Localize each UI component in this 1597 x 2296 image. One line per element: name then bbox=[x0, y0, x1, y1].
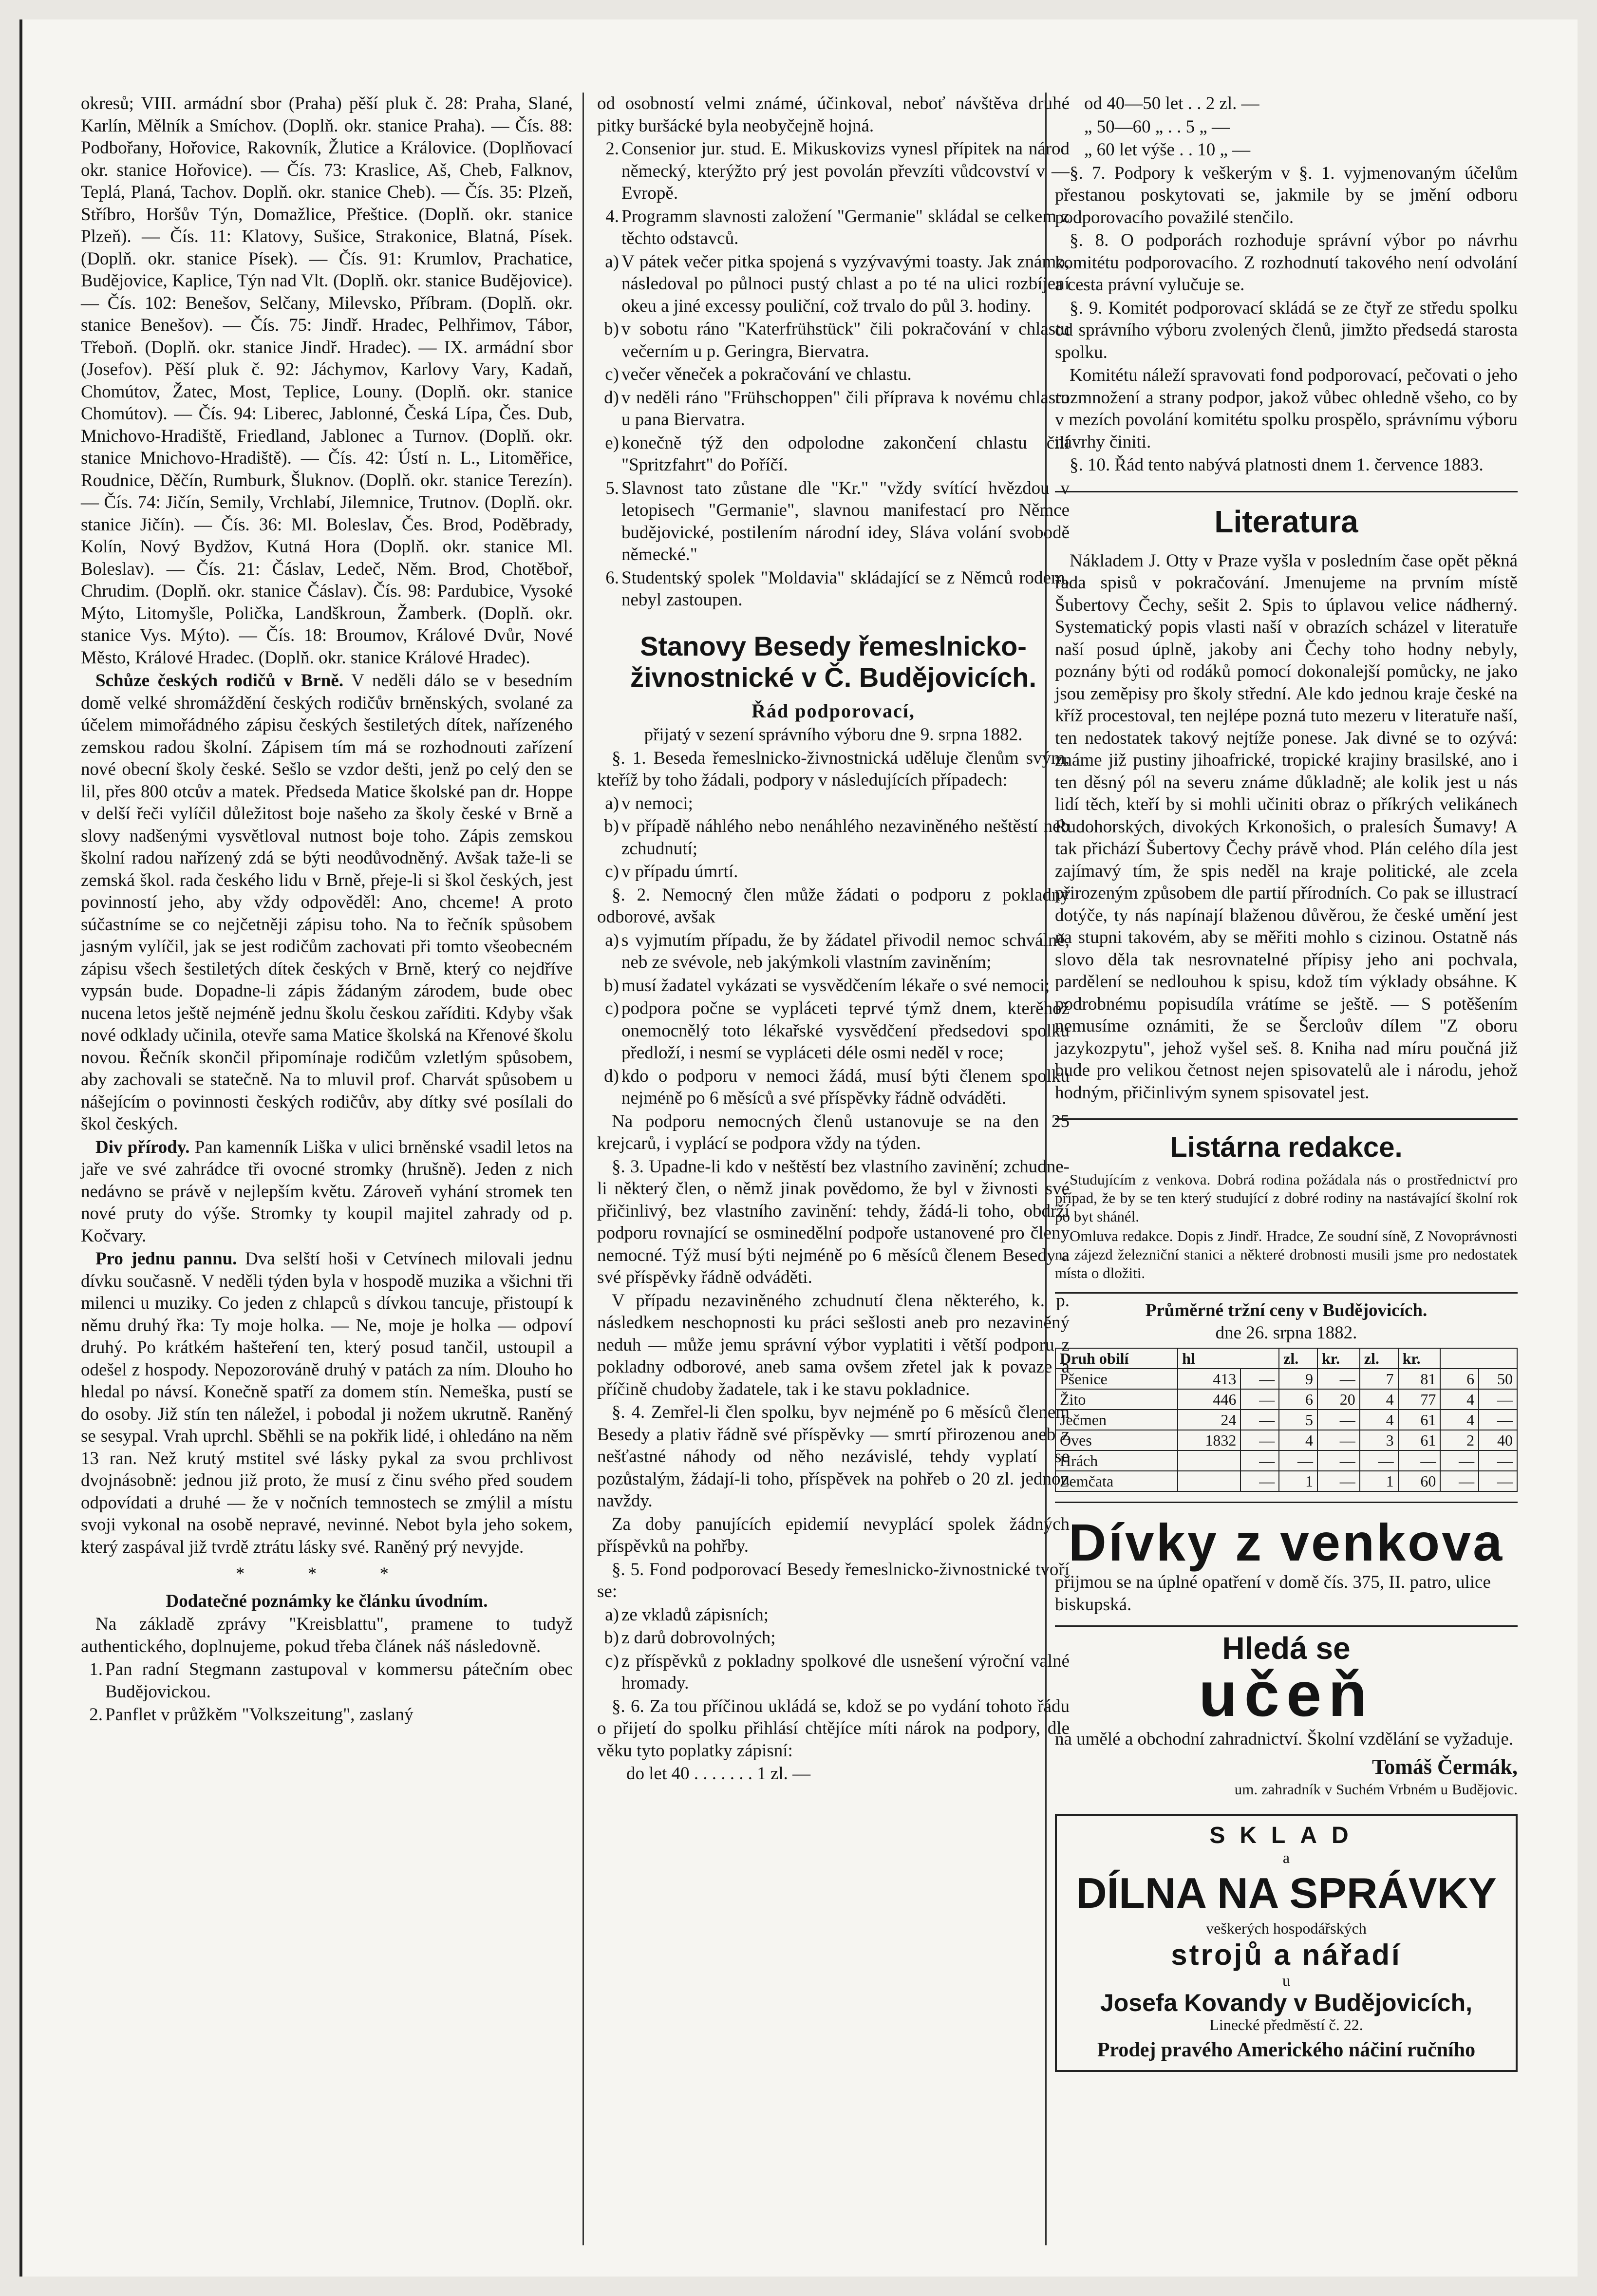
numbered-list bbox=[597, 138, 1070, 611]
section-stars: * * * bbox=[236, 1564, 418, 1584]
ad-title: Dívky z venkova bbox=[1068, 1513, 1504, 1572]
prices-title: Průměrné tržní ceny v Budějovicích. bbox=[1145, 1300, 1428, 1320]
table-cell: 77 bbox=[1398, 1389, 1441, 1410]
table-row bbox=[1055, 1471, 1517, 1491]
item-key: b) bbox=[604, 975, 619, 996]
table-header-cell: zl. bbox=[1279, 1348, 1317, 1369]
table-header-cell: kr. bbox=[1398, 1348, 1441, 1369]
item-text: večer věneček a pokračování ve chlastu. bbox=[621, 364, 912, 384]
table-row bbox=[1055, 1430, 1517, 1450]
article-text: od osobností velmi známé, účinkoval, neboť návštěva druhé pitky buršácké byla neobyčejně hojná. bbox=[597, 94, 1070, 136]
s2-list bbox=[597, 929, 1070, 1110]
paragraph-s5: §. 5. Fond podporovací Besedy řemeslnicko-živnostnické tvoří se: bbox=[597, 1559, 1070, 1601]
table-cell: Žito bbox=[1055, 1389, 1178, 1410]
table-cell: — bbox=[1279, 1450, 1317, 1471]
item-text: v sobotu ráno "Katerfrühstück" čili pokračování v chlastu večerním u p. Geringra, Biervatra. bbox=[621, 319, 1070, 361]
table-cell: Ječmen bbox=[1055, 1410, 1178, 1430]
ad-divky bbox=[1055, 1514, 1518, 1616]
table-cell: — bbox=[1479, 1389, 1517, 1410]
table-cell: Oves bbox=[1055, 1430, 1178, 1450]
table-cell: 1832 bbox=[1178, 1430, 1240, 1450]
article-schuze bbox=[81, 670, 573, 1135]
table-cell: — bbox=[1240, 1450, 1279, 1471]
table-cell: 20 bbox=[1317, 1389, 1360, 1410]
table-cell: — bbox=[1240, 1369, 1279, 1389]
column-2 bbox=[597, 93, 1070, 1786]
item-text: konečně týž den odpolodne zakončení chlastu čili "Spritzfahrt" do Poříčí. bbox=[621, 433, 1070, 475]
ad-name: Tomáš Čermák, bbox=[1372, 1755, 1518, 1779]
fee-row: „ 50—60 „ . . 5 „ — bbox=[1084, 116, 1230, 137]
item-key: e) bbox=[605, 433, 619, 453]
paragraph-s3b: V případu nezaviněného zchudnutí člena některého, k. p. následkem neschopnosti ku práci sešlosti aneb pro nezaviněný neduh — může jemu správní výbor vyplatiti i větší podporu z pokladny odborové, aneb sama ovšem zřetel jak k povaze a příčině chudoby žadatele, tak i ke stavu pokladnice. bbox=[597, 1290, 1070, 1399]
ad-text: přijmou se na úplné opatření v domě čís. 375, II. patro, ulice biskupská. bbox=[1055, 1572, 1491, 1615]
item-key: b) bbox=[604, 319, 619, 339]
paragraph-s9: §. 9. Komitét podporovací skládá se ze čtyř ze středu spolku od správního výboru zvolených členů, jimžto předsedá starosta spolku. bbox=[1055, 298, 1518, 362]
table-cell: 40 bbox=[1479, 1430, 1517, 1450]
ad-text: na umělé a obchodní zahradnictví. Školní vzdělání se vyžaduje. bbox=[1055, 1729, 1514, 1749]
paragraph-s4: §. 4. Zemřel-li člen spolku, byv nejméně po 6 měsíců členem Besedy a plativ řádně své příspěvky — smrtí přirozenou aneb z nešťastné náhody od něho nezávislé, tehdy vyplatí se pozůstalým, žádají-li toho, příspěvek na pohřeb o 20 zl. jednou navždy. bbox=[597, 1402, 1070, 1511]
paragraph-s1: §. 1. Beseda řemeslnicko-živnostnická uděluje členům svým, kteříž by toho žádali, podpory v následujících případech: bbox=[597, 748, 1070, 790]
item-text: podpora počne se vypláceti teprvé týmž dnem, kterěhož onemocnělý toto lékařské vysvědčení předsedovi spolku předloží, i nesmí se vypláceti déle osmi neděl v roce; bbox=[621, 998, 1070, 1063]
box-tools: strojů a nářadí bbox=[1171, 1938, 1402, 1971]
table-cell: 1 bbox=[1360, 1471, 1398, 1491]
article-text: V neděli dálo se v besedním domě velké shromáždění českých rodičův brněnských, svolané za účelem mimořádného zápisu českých šestiletých dítek, nařízeného zemskou radou školní. Zápisem tím má se rozhodnouti zařízení nové obecní školy české. Sešlo se vzdor dešti, jenž po celý den se lil, přes 800 otcův a matek. Předseda Matice školské pan dr. Hoppe v delší řeči vylíčil důležitost boje našeho za školy české v Brně a slovy nadšenými vysvětloval nutnost boje toho. Zápis zemskou školní radou nařízený zdá se býti neodůvodněný. Avšak taže-li se zemská škol. rada českého lidu v Brně, přeje-li si škol českých, jest povinností jeho, aby vždy odpověděl: Ano, chceme! A proto súčastníme se co nejčetněji zápisu toho. Na to řečník spůsobem jasným vylíčil, jak se jest rodičům zachovati při tomto všeobecném zápisu všech šestiletých dítek českých v Brně, který co nejdříve vypsán bude. Dopadne-li zápis žádaným zárodem, bude obec nucena letos ještě nejméně jednu školu českou zaříditi. Kdyby však nové odklady učinila, otevře sama Matice školská na Křenové školu novou. Řečník skončil připomínaje rodičům vzletlým spůsobem, aby zachovali se statečně. Na to mluvil prof. Charvát spůsobem u nášejícím o povinnosti českých rodičův, aby dítky své posílali do škol českých. bbox=[81, 671, 573, 1134]
list-item bbox=[81, 1658, 573, 1703]
ad-ucen bbox=[1055, 1631, 1518, 1800]
item-text: Pan radní Stegmann zastupoval v kommersu pátečním obec Budějovickou. bbox=[105, 1659, 573, 1702]
table-cell: — bbox=[1440, 1450, 1479, 1471]
paragraph-s6: §. 6. Za tou příčinou ukládá se, kdož se po vydání tohoto řádu o přijetí do spolku přihlásí chtějíce míti nárok na podpory, dle věku tyto poplatky zápisní: bbox=[597, 1696, 1070, 1761]
table-row bbox=[1055, 1410, 1517, 1430]
column-1 bbox=[81, 93, 573, 1727]
article-text: Pan kamenník Liška v ulici brněnské vsadil letos na jaře ve své zahrádce tři ovocné stromky (hrušně). Jeden z nich nedávno se právě v nejlepším květu. Zároveň vyhání stromek ten nové pruty do výše. Stromky ty koupil majitel zahrady od p. Kočvary. bbox=[81, 1137, 573, 1246]
list-item bbox=[597, 251, 1070, 318]
item-text: v nemoci; bbox=[621, 793, 693, 813]
table-body bbox=[1055, 1369, 1517, 1491]
table-cell: 446 bbox=[1178, 1389, 1240, 1410]
table-cell: 3 bbox=[1360, 1430, 1398, 1450]
list-item bbox=[597, 861, 1070, 883]
table-cell: — bbox=[1479, 1471, 1517, 1491]
paragraph-s2: §. 2. Nemocný člen může žádati o podporu z pokladny odborové, avšak bbox=[597, 885, 1070, 927]
ad-sklad-box bbox=[1055, 1814, 1518, 2072]
divider bbox=[1055, 1292, 1518, 1294]
article-title: Dodatečné poznámky ke článku úvodním. bbox=[166, 1591, 488, 1611]
item-key: a) bbox=[605, 251, 619, 272]
table-cell: 4 bbox=[1360, 1389, 1398, 1410]
table-cell: 413 bbox=[1178, 1369, 1240, 1389]
list-item bbox=[597, 477, 1070, 566]
box-street: Linecké předměstí č. 22. bbox=[1209, 2016, 1363, 2033]
fee-row: do let 40 . . . . . . . 1 zl. — bbox=[626, 1764, 811, 1784]
table-cell: 6 bbox=[1440, 1369, 1479, 1389]
column-3 bbox=[1055, 93, 1518, 2072]
literature-text: Nákladem J. Otty v Praze vyšla v posledním čase opět pěkná řada spisů v pokračování. Jmenujeme na prvním místě Šubertovy Čechy, sešit 2. Spis to úplavou velice nádherný. Systematický popis vlasti naší v obrazích scházel v literatuře naší posud úplně, jakoby ani Čechy toho hodny nebyly, poznány býti od rodáků pomocí dokonalejší pomůcky, ne jako jsou zeměpisy pro školy střední. Ale kdo jednou kraje české na kříž procestoval, ten nejlépe pozná tuto mezeru v literatuře naší, ten nedostatek takový nejtíže ponese. Jak divné se to ozývá: známe již pustiny jihoafrické, tropické krajiny brasilské, ano i ten děsný pól na severu známe důkladně; ale kolik jest u nás lidí těch, kteří by si mohli učiniti obraz o příkrých velikánech Rudohorských, divokých Krkonošich, o pralesích Šumavy! A tak přichází Šubertovy Čechy právě vhod. Plán celého díla jest zajímavý tím, že spis neděl na kraje politické, ale zcela přirozeným způsobem dle partií přírodních. Co pak se illustrací dotýče, ty nás napínají blaženou důvěrou, že české umění jest na stupni takovém, aby se měřiti mohlo s cizinou. Ostatně nás slovo děla tak nesrovnatelné přípisy jeho ani pochvala, pardělení se nedlouhou k spisu, kdož tím výklady obsáhne. K podrobnému popisudíla vrátíme se ještě. — S potěšením nemusíme oznámiti, že se Šercloův dílem "Z oboru jazykozpytu", jehož vyšel seš. 8. Kniha nad míru poučná již bude pro velikou četnost nejen spisovatelů ale i národu, jehož hodným, přičinlivým synem spisovatel jest. bbox=[1055, 550, 1518, 1103]
paragraph-s10: §. 10. Řád tento nabývá platnosti dnem 1. července 1883. bbox=[1070, 455, 1484, 475]
literature-heading: Literatura bbox=[1055, 491, 1518, 541]
article-text: Dva selští hoši v Cetvínech milovali jednu dívku současně. V neděli týden byla v hospodě muzika a všichni tři milenci u muziky. Co jeden z chlapců s dívkou tancuje, přistoupí k němu druhý řka: Ty moje holka. — Ne, moje je holka — odpoví druhý. Po krátkém hašteření ten, který posud tančil, ustoupil a odešel z hospody. Nepozorováně druhý v patách za ním. Dlouho ho hledal po návsí. Konečně spatří za domem stín. Nemeška, pustí se do osoby. Již stín ten náležel, i pobodal ji nožem ukrutně. Raněný se sesypal. Vrah uprchl. Sběhli se na pokřik lidé, i ohledáno na něm 13 ran. Než krutý mstitel své lásky pykal za svou prchlivost dvojnásobně: jednou již proto, že musí z činu svého před soudem odpovídati a druhé — že v nočních temnostech se zmýlil a místu svoji vykonal na osobě nepravé, nevinné. Nebot byla jeho sokem, který zaspával již tvrdě ztrátu lásky své. Raněný prý nevyjde. bbox=[81, 1249, 573, 1557]
table-cell: — bbox=[1440, 1471, 1479, 1491]
paragraph-s7: §. 7. Podpory k veškerým v §. 1. vyjmenovaným účelům přestanou poskytovati se, jakmile by se jmění odboru podporovacího považilé stenčilo. bbox=[1055, 163, 1518, 227]
table-cell: — bbox=[1398, 1450, 1441, 1471]
table-cell: — bbox=[1479, 1450, 1517, 1471]
ad-subtitle: Hledá se bbox=[1222, 1631, 1351, 1666]
item-text: Consenior jur. stud. E. Mikuskovizs vynesl přípitek na národ německý, kterýžto prý jest povolán převzíti vůdcovství v — Evropě. bbox=[621, 139, 1070, 203]
table-row bbox=[1055, 1450, 1517, 1471]
article-text: Na základě zprávy "Kreisblattu", pramene to tudyž authentického, doplnujeme, pokud třeba článek náš následovně. bbox=[81, 1614, 573, 1656]
table-cell: — bbox=[1317, 1450, 1360, 1471]
table-cell: 60 bbox=[1398, 1471, 1441, 1491]
item-key: b) bbox=[604, 816, 619, 836]
letters-item: Studujícím z venkova. Dobrá rodina požádala nás o prostřednictví pro případ, že by se ten který studující z dobré rodiny na nastávající školní rok po byt shánél. bbox=[1055, 1171, 1518, 1225]
ad-title: učeň bbox=[1199, 1658, 1374, 1730]
article-title: Div přírody. bbox=[95, 1137, 190, 1157]
prices-date: dne 26. srpna 1882. bbox=[1215, 1322, 1357, 1343]
table-cell: 6 bbox=[1279, 1389, 1317, 1410]
table-cell: 61 bbox=[1398, 1410, 1441, 1430]
item-key: 6. bbox=[605, 567, 619, 588]
article-divy bbox=[81, 1136, 573, 1247]
item-key: 2. bbox=[605, 139, 619, 159]
letters-heading: Listárna redakce. bbox=[1055, 1118, 1518, 1166]
table-cell: 1 bbox=[1279, 1471, 1317, 1491]
box-owner: Josefa Kovandy v Budějovicích, bbox=[1100, 1989, 1473, 2016]
item-key: a) bbox=[605, 793, 619, 813]
list-item bbox=[597, 1627, 1070, 1649]
list-item bbox=[597, 997, 1070, 1064]
paragraph-s3: §. 3. Upadne-li kdo v neštěstí bez vlastního zavinění; zchudne-li některý člen, o němž jinak povědomo, že byl v živnosti své přičinlivý, bez vlastního zavinění: tehdy, žádá-li toho, obdrží podporu rovnající se osminedělní podpoře ustanovené pro členy nemocné. Týž musí býti nejméně po 6 měsíců členem Besedy a své příspěvky řádně odváděti. bbox=[597, 1156, 1070, 1287]
table-cell: 7 bbox=[1360, 1369, 1398, 1389]
table-header-cell: kr. bbox=[1317, 1348, 1360, 1369]
box-and: a bbox=[1282, 1848, 1290, 1866]
list-item bbox=[597, 363, 1070, 386]
box-prodej: Prodej pravého Amerického náčiní ručního bbox=[1097, 2038, 1476, 2061]
table-cell: — bbox=[1317, 1430, 1360, 1450]
item-key: a) bbox=[605, 930, 619, 950]
item-key: d) bbox=[604, 387, 619, 408]
list-item bbox=[597, 318, 1070, 362]
item-key: 1. bbox=[89, 1659, 103, 1679]
item-text: Programm slavnosti založení "Germanie" skládal se celkem z těchto odstavců. bbox=[621, 206, 1070, 248]
list-item bbox=[597, 815, 1070, 860]
article-title: Pro jednu pannu. bbox=[95, 1249, 237, 1269]
divider bbox=[1055, 1625, 1518, 1627]
list-item bbox=[597, 929, 1070, 974]
table-cell: 4 bbox=[1440, 1389, 1479, 1410]
box-u: u bbox=[1282, 1972, 1290, 1989]
item-key: 4. bbox=[605, 206, 619, 226]
table-cell: — bbox=[1240, 1410, 1279, 1430]
item-text: musí žadatel vykázati se vysvědčením lékaře o své nemoci; bbox=[621, 975, 1050, 996]
fee-list bbox=[1055, 93, 1518, 161]
item-text: z darů dobrovolných; bbox=[621, 1628, 776, 1648]
table-cell: — bbox=[1240, 1471, 1279, 1491]
list-item bbox=[597, 138, 1070, 205]
item-key: c) bbox=[605, 1651, 619, 1671]
item-text: v neděli ráno "Frühschoppen" čili příprava k novému chlastu u pana Biervatra. bbox=[621, 387, 1070, 430]
item-key: c) bbox=[605, 364, 619, 384]
letters-item: Omluva redakce. Dopis z Jindř. Hradce, Ze soudní síně, Z Novoprávnosti na zájezd železniční stanici a některé drobnosti musili jsme pro nedostatek místa o dložiti. bbox=[1055, 1227, 1518, 1281]
box-sklad: SKLAD bbox=[1209, 1823, 1363, 1848]
newspaper-page bbox=[19, 19, 1578, 2277]
box-all: veškerých hospodářských bbox=[1206, 1920, 1367, 1937]
item-text: Panflet v průžkěm "Volkszeitung", zaslaný bbox=[105, 1705, 413, 1725]
list-item bbox=[597, 1065, 1070, 1110]
list-item bbox=[597, 432, 1070, 476]
table-cell: 4 bbox=[1279, 1430, 1317, 1450]
table-cell: — bbox=[1240, 1430, 1279, 1450]
list-item bbox=[597, 1650, 1070, 1694]
table-cell: — bbox=[1317, 1471, 1360, 1491]
table-header-cell bbox=[1440, 1348, 1517, 1369]
list-item bbox=[597, 792, 1070, 815]
list-item bbox=[597, 975, 1070, 997]
table-cell: 81 bbox=[1398, 1369, 1441, 1389]
statutes-heading: Stanovy Besedy řemeslnicko-živnostnické v Č. Budějovicích. bbox=[630, 630, 1036, 693]
s1-list bbox=[597, 792, 1070, 883]
table-cell: — bbox=[1479, 1410, 1517, 1430]
table-cell: 9 bbox=[1279, 1369, 1317, 1389]
order-heading: Řád podporovací, bbox=[752, 699, 915, 722]
table-cell: — bbox=[1360, 1450, 1398, 1471]
item-key: c) bbox=[605, 862, 619, 882]
district-list: okresů; VIII. armádní sbor (Praha) pěší pluk č. 28: Praha, Slané, Karlín, Mělník a Smíchov. (Doplň. okr. stanice Praha). — Čís. 88: Podbořany, Hořovice, Rakovník, Žlutice a Královice. (Doplňovací okr. stanice Hořovice). — Čís. 73: Kraslice, Aš, Cheb, Falknov, Teplá, Planá, Tachov. Doplň. okr. stanice Cheb). — Čís. 35: Plzeň, Stříbro, Horšův Týn, Domažlice, Přeštice. (Doplň. okr. stanice Plzeň). — Čís. 11: Klatovy, Sušice, Strakonice, Blatná, Písek. (Doplň. okr. stanice Písek). — Čís. 91: Krumlov, Prachatice, Budějovice, Kaplice, Týn nad Vlt. (Doplň. okr. stanice Budějovice). — Čís. 102: Benešov, Selčany, Milevsko, Příbram. (Doplň. okr. stanice Benešov). — Čís. 75: Jindř. Hradec, Pelhřimov, Tábor, Třeboň. (Doplň. okr. stanice Jindř. Hradec). — IX. armádní sbor (Josefov). Pěší pluk č. 92: Jáchymov, Karlovy Vary, Kadaň, Chomútov, Žatec, Most, Teplice, Louny. (Doplň. okr. stanice Chomútov). — Čís. 94: Liberec, Jablonné, Česká Lípa, Čes. Dub, Mnichovo-Hradiště, Friedland, Jablonec a Turnov. (Doplň. okr. stanice Mnichovo-Hradiště). — Čís. 42: Ústí n. L., Litoměřice, Roudnice, Děčín, Rumburk, Šluknov. (Doplň. okr. stanice Terezín). — Čís. 74: Jičín, Semily, Vrchlabí, Jilemnice, Trutnov. (Doplň. okr. stanice Jičín). — Čís. 36: Ml. Boleslav, Čes. Brod, Poděbrady, Kolín, Nový Bydžov, Kutná Hora (Doplň. okr. stanice Ml. Boleslav). — Čís. 21: Čáslav, Ledeč, Něm. Brod, Chotěboř, Chrudim. (Doplň. okr. stanice Čáslav). Čís. 98: Pardubice, Vysoké Mýto, Litomyšle, Polička, Landškroun, Žamberk. (Doplň. okr. stanice Vys. Mýto). — Čís. 18: Broumov, Králové Dvůr, Nové Město, Králové Hradec. (Doplň. okr. stanice Králové Hradec). bbox=[81, 94, 573, 668]
fee-row: „ 60 let výše . . 10 „ — bbox=[1084, 140, 1251, 160]
item-text: Studentský spolek "Moldavia" skládající se z Němců rodem, nebyl zastoupen. bbox=[621, 567, 1070, 610]
table-row bbox=[1055, 1389, 1517, 1410]
list-item bbox=[597, 567, 1070, 611]
item-text: v případu úmrtí. bbox=[621, 862, 738, 882]
table-cell: 4 bbox=[1360, 1410, 1398, 1430]
fee-row: od 40—50 let . . 2 zl. — bbox=[1084, 94, 1259, 113]
box-dilna: DÍLNA NA SPRÁVKY bbox=[1076, 1869, 1497, 1917]
table-cell: — bbox=[1240, 1389, 1279, 1410]
table-cell: — bbox=[1317, 1369, 1360, 1389]
table-cell bbox=[1178, 1450, 1240, 1471]
table-header-cell: Druh obilí bbox=[1055, 1348, 1178, 1369]
divider bbox=[1055, 1502, 1518, 1503]
item-key: 5. bbox=[605, 478, 619, 498]
table-cell: 50 bbox=[1479, 1369, 1517, 1389]
item-key: c) bbox=[605, 998, 619, 1018]
ad-address: um. zahradník v Suchém Vrbném u Budějovic. bbox=[1234, 1780, 1518, 1798]
table-cell: Hrách bbox=[1055, 1450, 1178, 1471]
table-cell: — bbox=[1317, 1410, 1360, 1430]
item-key: 2. bbox=[89, 1705, 103, 1725]
item-key: a) bbox=[605, 1604, 619, 1625]
table-cell: 4 bbox=[1440, 1410, 1479, 1430]
table-header-cell: hl bbox=[1178, 1348, 1279, 1369]
item-key: b) bbox=[604, 1628, 619, 1648]
table-cell: Pšenice bbox=[1055, 1369, 1178, 1389]
table-row bbox=[1055, 1369, 1517, 1389]
s5-list bbox=[597, 1604, 1070, 1694]
item-text: z příspěvků z pokladny spolkové dle usnešení výroční valné hromady. bbox=[621, 1651, 1070, 1693]
prices-table bbox=[1055, 1348, 1518, 1492]
order-subheading: přijatý v sezení správního výboru dne 9. srpna 1882. bbox=[644, 725, 1023, 745]
paragraph-s9b: Komitétu náleží spravovati fond podporovací, pečovati o jeho rozmnožení a strany podpor, jakož vůbec ohledně všeho, co by v mezích povolání komitétu spolku prospělo, správnímu výboru návrhy činiti. bbox=[1055, 365, 1518, 452]
table-cell: 24 bbox=[1178, 1410, 1240, 1430]
item-text: V pátek večer pitka spojená s vyzývavými toasty. Jak známo, následoval po půlnoci pustý chlast a po té na ulici rozbíjení okeu a jiné excessy pouliční, což trvalo do půl 3. hodiny. bbox=[621, 251, 1070, 316]
table-cell: 5 bbox=[1279, 1410, 1317, 1430]
item-text: ze vkladů zápisních; bbox=[621, 1604, 769, 1625]
item-text: v případě náhlého nebo nenáhlého nezaviněného neštěstí neb zchudnutí; bbox=[621, 816, 1070, 859]
column-rule bbox=[582, 93, 584, 2245]
table-cell bbox=[1178, 1471, 1240, 1491]
list-item bbox=[81, 1704, 573, 1726]
table-header-cell: zl. bbox=[1360, 1348, 1398, 1369]
item-text: s vyjmutím případu, že by žádatel přivodil nemoc schválně, neb ze svévole, neb jakýmkoli vlastním zaviněním; bbox=[621, 930, 1070, 972]
list-item bbox=[597, 1604, 1070, 1626]
item-key: d) bbox=[604, 1066, 619, 1086]
item-text: Slavnost tato zůstane dle "Kr." "vždy svítící hvězdou v letopisech "Germanie", slavnou manifestací pro Němce budějovické, postilením národní idey, Sláva volání svobodě německé." bbox=[621, 478, 1070, 565]
list-item bbox=[597, 387, 1070, 431]
item-text: kdo o podporu v nemoci žádá, musí býti členem spolku nejméně po 6 měsíců a své příspěvky řádně odváděti. bbox=[621, 1066, 1070, 1108]
article-pannu bbox=[81, 1248, 573, 1558]
table-header bbox=[1055, 1348, 1517, 1369]
list-item bbox=[597, 206, 1070, 250]
article-title: Schůze českých rodičů v Brně. bbox=[95, 671, 344, 691]
paragraph-s2-tail: Na podporu nemocných členů ustanovuje se na den 25 krejcarů, i vyplácí se podpora vždy na týden. bbox=[597, 1111, 1070, 1153]
paragraph-s8: §. 8. O podporách rozhoduje správní výbor po návrhu komitétu podporovacího. Z rozhodnutí takového není odvolání a cesta právní vylučuje se. bbox=[1055, 230, 1518, 295]
table-cell: 2 bbox=[1440, 1430, 1479, 1450]
table-cell: Zemčata bbox=[1055, 1471, 1178, 1491]
table-cell: 61 bbox=[1398, 1430, 1441, 1450]
paragraph-s4b: Za doby panujících epidemií nevyplácí spolek žádných příspěvků na pohřby. bbox=[597, 1514, 1070, 1556]
